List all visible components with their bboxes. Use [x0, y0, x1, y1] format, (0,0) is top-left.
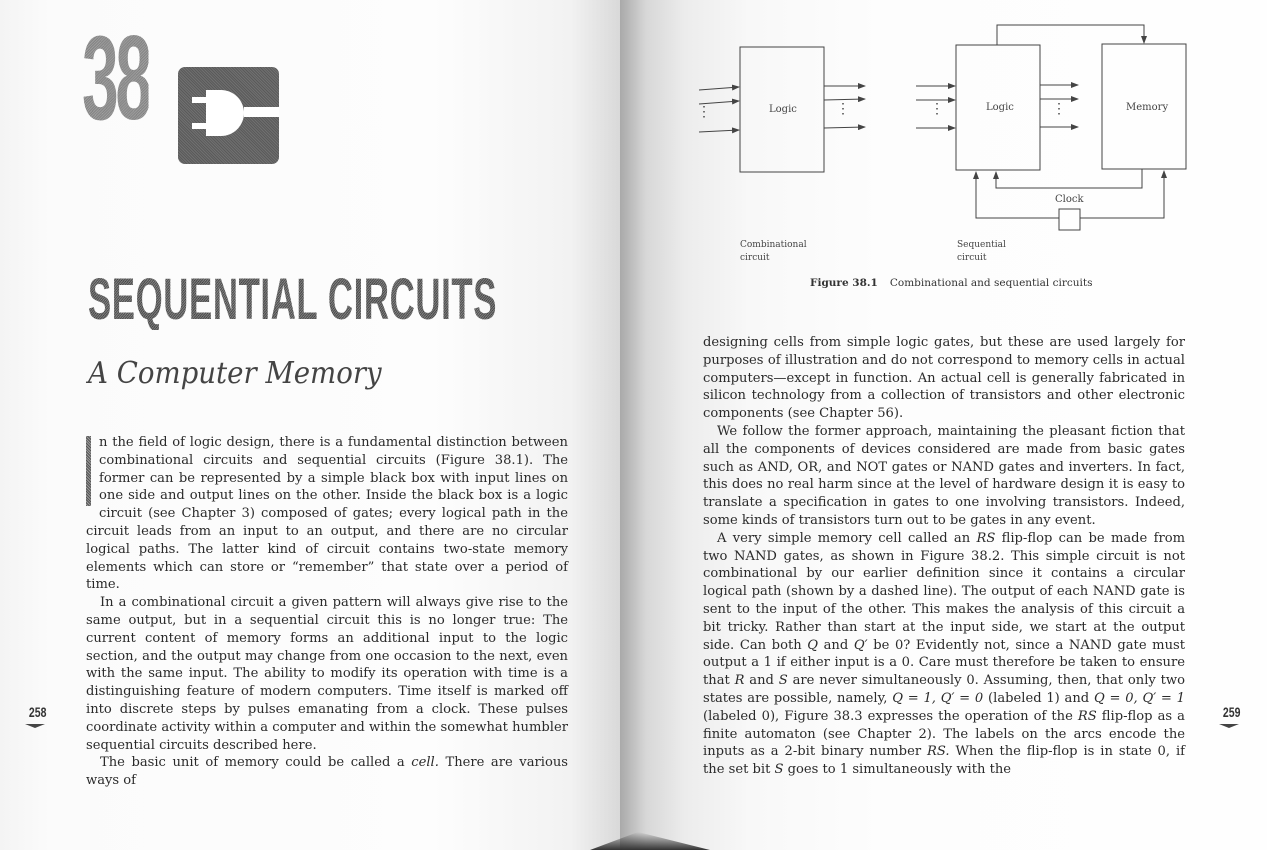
paragraph-cell: The basic unit of memory could be called a cell. There are various ways of [86, 755, 568, 789]
left-page [0, 0, 620, 850]
chapter-subtitle: A Computer Memory [88, 356, 382, 391]
left-body-text [86, 434, 568, 790]
comb-output-line [824, 99, 865, 100]
seq-circuit-label-1: Sequential [957, 240, 1006, 250]
ellipsis-icon: ⋮ [836, 101, 850, 117]
chapter-title: SEQUENTIAL CIRCUITS [88, 267, 498, 332]
paragraph-designing: designing cells from simple logic gates, but these are used largely for purposes of illustration and do not correspond to memory cells in actual computers—except in function. An actual cell is generally fabricated in silicon technology from a collection of transistors and other electronic components (see Chapter 56). [703, 335, 1185, 422]
seq-logic-label: Logic [986, 102, 1014, 113]
page-number-right: 259 [1222, 704, 1241, 720]
memory-label: Memory [1126, 102, 1169, 113]
clock-box [1059, 209, 1080, 230]
ellipsis-icon: ⋮ [697, 104, 711, 120]
page-number-left: 258 [28, 704, 47, 720]
drop-cap-i [86, 436, 91, 506]
clock-label: Clock [1055, 194, 1084, 205]
memory-to-logic-line [996, 169, 1142, 188]
page-marker-icon [25, 724, 45, 728]
comb-circuit-label-2: circuit [740, 253, 770, 263]
chapter-number: 38 [82, 11, 149, 145]
figure-caption: Figure 38.1 Combinational and sequential circuits [810, 277, 1093, 289]
comb-circuit-label-1: Combinational [740, 240, 807, 250]
ellipsis-icon: ⋮ [930, 101, 944, 117]
paragraph-rs-flipflop: A very simple memory cell called an RS flip-flop can be made from two NAND gates, as shown in Figure 38.2. This simple circuit is not combinational by our earlier definition since it contains a circular logical path (shown by a dashed line). The output of each NAND gate is sent to the input of the other. This makes the analysis of this circuit a bit tricky. Rather than start at the input side, we start at the output side. Can both Q and Q′ be 0? Evidently not, since a NAND gate must output a 1 if either input is a 0. Care must therefore be taken to ensure that R and S are never simultaneously 0. Assuming, then, that only two states are possible, namely, Q = 1, Q′ = 0 (labeled 1) and Q = 0, Q′ = 1 (labeled 0), Figure 38.3 expresses the operation of the RS flip-flop as a finite automaton (see Chapter 2). The labels on the arcs encode the inputs as a 2-bit binary number RS. When the flip-flop is in state 0, if the set bit S goes to 1 simultaneously with the [703, 530, 1186, 778]
comb-output-line [824, 127, 865, 128]
ellipsis-icon: ⋮ [1052, 101, 1066, 117]
right-body-text [703, 334, 1185, 779]
seq-circuit-label-2: circuit [957, 253, 987, 263]
figure-38-1 [690, 20, 1200, 290]
logic-to-memory-line [997, 25, 1144, 45]
and-gate-icon [178, 67, 279, 164]
comb-input-line [699, 130, 739, 132]
comb-logic-label: Logic [769, 104, 797, 115]
comb-input-line [699, 87, 739, 90]
paragraph-combinational: In a combinational circuit a given pattern will always give rise to the same output, but in a sequential circuit this is no longer true: The current content of memory forms an additional input to the logic section, and the output may change from one occasion to the next, even with the same input. The ability to modify its operation with time is a distinguishing feature of modern computers. Time itself is marked off into discrete steps by pulses emanating from a clock. These pulses coordinate activity within a computer and within the somewhat humbler sequential circuits described here. [86, 595, 568, 753]
paragraph-approach: We follow the former approach, maintaining the pleasant fiction that all the components of devices considered are made from basic gates such as AND, OR, and NOT gates or NAND gates and inverters. In fact, this does no real harm since at the level of hardware design it is easy to translate a specification in gates to one involving transistors. Indeed, some kinds of transistors turn out to be gates in any event. [703, 423, 1185, 528]
clock-to-logic-line [976, 172, 1059, 218]
clock-to-memory-line [1080, 171, 1164, 218]
paragraph-intro: n the field of logic design, there is a fundamental distinction between combinational circuits and sequential circuits (Figure 38.1). The former can be represented by a simple black box with input lines on one side and output lines on the other. Inside the black box is a logic circuit (see Chapter 3) composed of gates; every logical path in the circuit leads from an input to an output, and there are no circular logical paths. The latter kind of circuit contains two-state memory elements which can store or “remember” that state over a period of time. [86, 435, 568, 593]
